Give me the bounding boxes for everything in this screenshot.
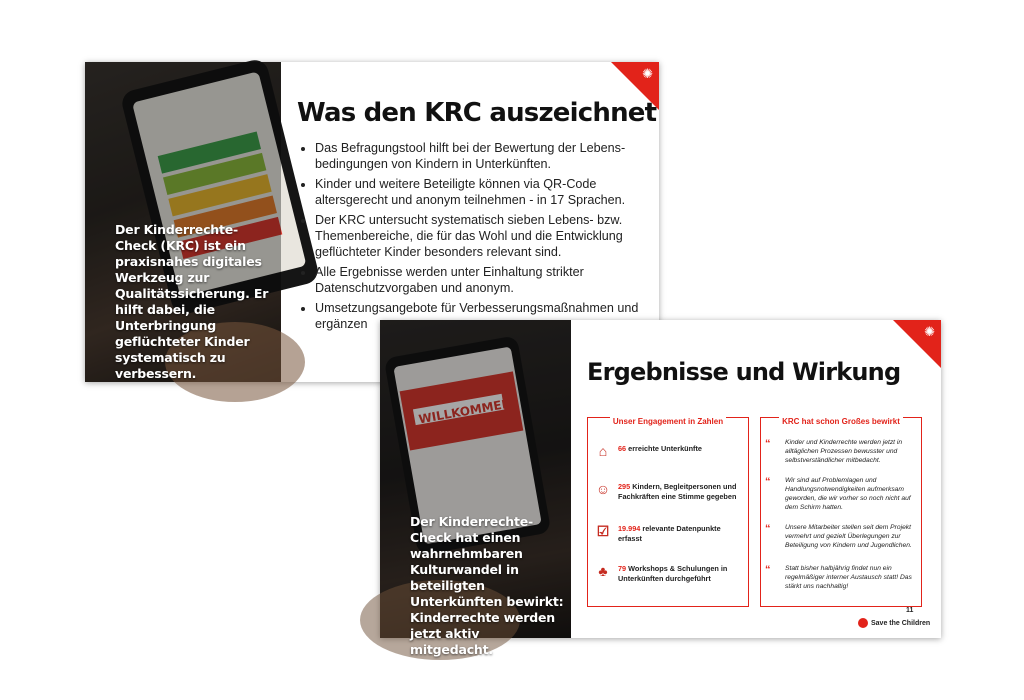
stat-number: 19.994 <box>618 524 641 533</box>
photo-caption: Der Kinderrechte-Check hat einen wahrnehmbaren Kulturwandel in beteiligten Unterkünften bewirkt: Kinderrechte werden jetzt aktiv mitgedacht. <box>410 514 564 657</box>
list-item: • Kinder und weitere Beteiligte können via QR-Code altersgerecht und anonym teilnehmen - in 17 Sprachen. <box>315 176 660 208</box>
quote-icon: “ <box>765 476 771 488</box>
photo-caption: Der Kinderrechte-Check (KRC) ist ein praxisnahes digitales Werkzeug zur Qualitätssicherung. Er hilft dabei, die Unterbringung geflüchteter Kinder systematisch zu verbessern. <box>115 222 269 381</box>
stats-box-heading: Unser Engagement in Zahlen <box>610 417 726 426</box>
list-item: • Das Befragungstool hilft bei der Bewertung der Lebens-bedingungen von Kindern in Unterkünften. <box>315 140 660 172</box>
logo-text: Save the Children <box>871 619 931 627</box>
phone-photo <box>85 62 281 382</box>
stats-box <box>587 417 749 607</box>
stat-number: 79 <box>618 564 627 573</box>
slide-title: Was den KRC auszeichnet <box>297 98 657 128</box>
list-item: • Alle Ergebnisse werden unter Einhaltung strikter Datenschutzvorgaben und anonym. <box>315 264 660 296</box>
list-item: • Der KRC untersucht systematisch sieben Lebens- bzw. Themenbereiche, die für das Wohl und die Entwicklung geflüchteter Kinder besonders relevant sind. <box>315 212 660 260</box>
quotes-box-heading: KRC hat schon Großes bewirkt <box>779 417 903 426</box>
logo-icon <box>858 618 868 628</box>
phone-photo <box>380 320 571 657</box>
group-icon: ♣ <box>598 563 608 579</box>
quote-icon: “ <box>765 564 771 576</box>
stat-number: 295 <box>618 482 631 491</box>
checklist-icon: ☑ <box>596 523 610 539</box>
lightbulb-icon: ✺ <box>924 324 935 339</box>
page-number: 11 <box>906 607 914 614</box>
quote-icon: “ <box>765 523 771 535</box>
quote-text: Unsere Mitarbeiter stellen seit dem Projekt vermehrt und gezielt Überlegungen zur Beteiligung von Kindern und Jugendlichen. <box>785 524 912 549</box>
list-item: • Umsetzungsangebote für Verbesserungsmaßnahmen und ergänzen <box>315 300 660 332</box>
slide-title: Ergebnisse und Wirkung <box>587 358 901 386</box>
quote-icon: “ <box>765 438 771 450</box>
stat-text: erreichte Unterkünfte <box>628 444 702 453</box>
stat-text: Workshops & Schulungen in Unterkünften durchgeführt <box>618 564 728 583</box>
stat-text: Kindern, Begleitpersonen und Fachkräften eine Stimme gegeben <box>618 482 737 501</box>
speech-person-icon: ☺ <box>595 481 611 497</box>
save-the-children-logo <box>858 618 930 628</box>
quote-text: Wir sind auf Problemlagen und Handlungsnotwendigkeiten aufmerksam geworden, die wir vorher so noch nicht auf dem Schirm hatten. <box>785 477 911 511</box>
quote-text: Statt bisher halbjährig findet nun ein regelmäßiger interner Austausch statt! Das stärkt uns nachhaltig! <box>785 565 912 590</box>
house-icon: ⌂ <box>598 443 608 459</box>
feature-list <box>299 140 660 336</box>
stat-text: relevante Datenpunkte erfasst <box>618 524 721 543</box>
quote-text: Kinder und Kinderrechte werden jetzt in alltäglichen Prozessen bewusster und selbstverständlicher mitbedacht. <box>785 439 903 464</box>
quotes-box <box>760 417 922 607</box>
lightbulb-icon: ✺ <box>642 66 653 81</box>
slide-ergebnisse-wirkung <box>380 320 941 657</box>
stat-number: 66 <box>618 444 627 453</box>
